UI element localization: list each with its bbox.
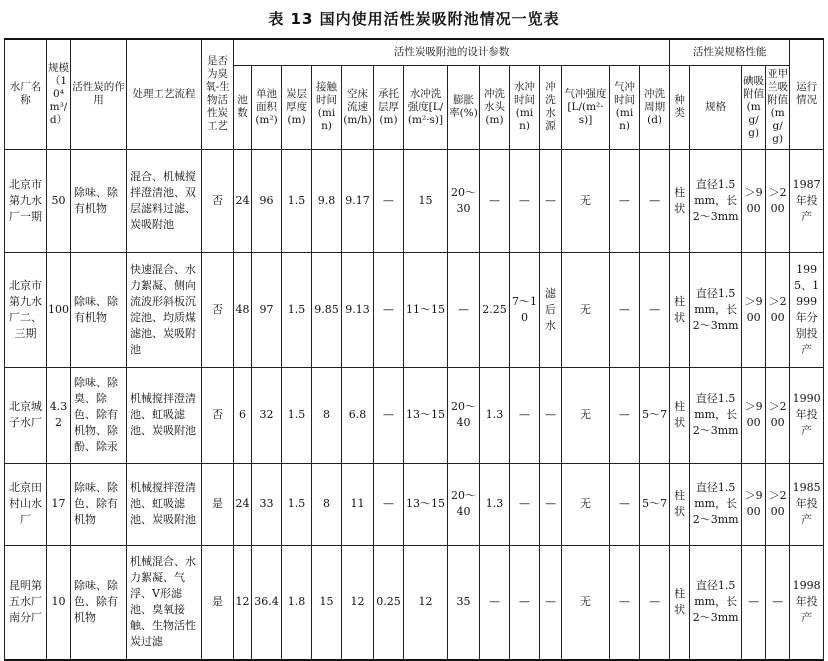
table-cell: 无	[562, 252, 610, 367]
table-cell: —	[540, 367, 562, 463]
table-cell: 1990年投产	[790, 367, 824, 463]
table-cell: 直径1.5mm，长2～3mm	[690, 545, 742, 660]
table-cell: 50	[47, 149, 71, 252]
table-cell: 20～40	[448, 463, 480, 545]
table-row	[5, 367, 824, 463]
header-ozone: 是否为臭氧-生物活性炭工艺	[202, 39, 234, 149]
table-cell: 0.25	[374, 545, 404, 660]
table-cell: 2.25	[480, 252, 510, 367]
table-cell: —	[374, 149, 404, 252]
header-layer-thickness: 炭层厚度(m)	[282, 65, 312, 149]
table-cell: 24	[234, 463, 252, 545]
activated-carbon-table	[4, 38, 824, 661]
table-cell: 无	[562, 545, 610, 660]
header-iodine-value: 碘吸附值(mg/g)	[742, 65, 766, 149]
table-cell: 9.8	[312, 149, 342, 252]
table-cell: 无	[562, 463, 610, 545]
table-cell: 1.5	[282, 149, 312, 252]
table-cell: 15	[312, 545, 342, 660]
header-wash-time: 水冲时间(min)	[510, 65, 540, 149]
table-cell: 除味、除色、除有机物	[71, 463, 127, 545]
table-cell: —	[510, 545, 540, 660]
table-cell: 5～7	[640, 463, 670, 545]
header-process: 处理工艺流程	[127, 39, 202, 149]
header-carbon-spec: 规格	[690, 65, 742, 149]
table-cell: 北京田村山水厂	[5, 463, 47, 545]
table-cell: 13～15	[404, 463, 448, 545]
header-wash-cycle: 冲洗周期(d)	[640, 65, 670, 149]
header-bed-velocity: 空床流速(m/h)	[342, 65, 374, 149]
table-cell: 11	[342, 463, 374, 545]
table-cell: 快速混合、水力絮凝、侧向流波形斜板沉淀池、均质煤滤池、炭吸附池	[127, 252, 202, 367]
table-cell: 11～15	[404, 252, 448, 367]
header-contact-time: 接触时间(min)	[312, 65, 342, 149]
table-cell: 机械搅拌澄清池、虹吸滤池、炭吸附池	[127, 463, 202, 545]
table-cell: 35	[448, 545, 480, 660]
table-cell: 12	[234, 545, 252, 660]
table-cell: —	[640, 252, 670, 367]
header-scale: 规模（10⁴ m³/d）	[47, 39, 71, 149]
table-cell: 36.4	[252, 545, 282, 660]
table-cell: —	[610, 367, 640, 463]
header-support-thickness: 承托层厚(m)	[374, 65, 404, 149]
table-cell: —	[510, 463, 540, 545]
table-cell: —	[374, 252, 404, 367]
table-cell: 直径1.5mm，长2～3mm	[690, 149, 742, 252]
table-cell: 20～30	[448, 149, 480, 252]
table-cell: 否	[202, 149, 234, 252]
table-cell: 100	[47, 252, 71, 367]
table-cell: 柱状	[670, 252, 690, 367]
table-cell: —	[480, 545, 510, 660]
table-cell: 是	[202, 463, 234, 545]
table-cell: —	[742, 545, 766, 660]
table-cell: —	[610, 149, 640, 252]
table-cell: ＞900	[742, 149, 766, 252]
table-cell: ＞200	[766, 463, 790, 545]
table-cell: 无	[562, 149, 610, 252]
table-cell: ＞200	[766, 252, 790, 367]
table-cell: 33	[252, 463, 282, 545]
table-cell: —	[448, 252, 480, 367]
table-cell: 12	[342, 545, 374, 660]
table-cell: —	[610, 463, 640, 545]
table-cell: 48	[234, 252, 252, 367]
table-cell: 1998年投产	[790, 545, 824, 660]
header-design-group: 活性炭吸附池的设计参数	[234, 39, 670, 65]
table-cell: 除味、除色、除有机物	[71, 545, 127, 660]
table-cell: 1.8	[282, 545, 312, 660]
table-cell: —	[640, 545, 670, 660]
table-row	[5, 545, 824, 660]
table-cell: 否	[202, 367, 234, 463]
table-cell: 北京市第九水厂一期	[5, 149, 47, 252]
table-cell: ＞900	[742, 252, 766, 367]
table-cell: 6	[234, 367, 252, 463]
table-cell: 直径1.5mm，长2～3mm	[690, 252, 742, 367]
table-cell: 1.3	[480, 367, 510, 463]
page-title: 表 13 国内使用活性炭吸附池情况一览表	[268, 10, 560, 28]
table-row	[5, 463, 824, 545]
table-cell: 24	[234, 149, 252, 252]
table-cell: 柱状	[670, 149, 690, 252]
table-cell: ＞900	[742, 367, 766, 463]
table-cell: 1985年投产	[790, 463, 824, 545]
table-cell: —	[540, 463, 562, 545]
table-cell: 北京市第九水厂二、三期	[5, 252, 47, 367]
table-cell: —	[510, 367, 540, 463]
table-cell: —	[480, 149, 510, 252]
table-cell: 97	[252, 252, 282, 367]
table-cell: 8	[312, 463, 342, 545]
table-cell: 9.17	[342, 149, 374, 252]
table-cell: 1995、1999年分别投产	[790, 252, 824, 367]
table-cell: 滤后水	[540, 252, 562, 367]
table-cell: 1.5	[282, 252, 312, 367]
table-cell: 9.13	[342, 252, 374, 367]
header-plant: 水厂名称	[5, 39, 47, 149]
header-purpose: 活性炭的作用	[71, 39, 127, 149]
table-cell: 96	[252, 149, 282, 252]
table-cell: 1.5	[282, 367, 312, 463]
table-cell: 机械搅拌澄清池、虹吸滤池、炭吸附池	[127, 367, 202, 463]
table-cell: 9.85	[312, 252, 342, 367]
table-cell: 昆明第五水厂南分厂	[5, 545, 47, 660]
header-pool-count: 池数	[234, 65, 252, 149]
header-wash-head: 冲洗水头(m)	[480, 65, 510, 149]
table-cell: 15	[404, 149, 448, 252]
table-row	[5, 252, 824, 367]
header-methylene-value: 亚甲兰吸附值(mg/g)	[766, 65, 790, 149]
table-cell: 是	[202, 545, 234, 660]
header-air-intensity: 气冲强度[L/(m²·s)]	[562, 65, 610, 149]
table-cell: —	[640, 149, 670, 252]
header-air-time: 气冲时间(min)	[610, 65, 640, 149]
table-cell: —	[510, 149, 540, 252]
header-pool-area: 单池面积(m²)	[252, 65, 282, 149]
table-cell: 8	[312, 367, 342, 463]
header-expansion-rate: 膨胀率(%)	[448, 65, 480, 149]
table-cell: 6.8	[342, 367, 374, 463]
table-cell: —	[374, 367, 404, 463]
table-cell: —	[540, 545, 562, 660]
table-cell: 直径1.5mm，长2～3mm	[690, 367, 742, 463]
table-cell: 10	[47, 545, 71, 660]
table-cell: —	[540, 149, 562, 252]
table-cell: 除味、除有机物	[71, 149, 127, 252]
header-wash-source: 冲洗水源	[540, 65, 562, 149]
table-cell: 除味、除臭、除色、除有机物、除酚、除汞	[71, 367, 127, 463]
table-cell: ＞200	[766, 149, 790, 252]
table-cell: 柱状	[670, 367, 690, 463]
header-run: 运行情况	[790, 39, 824, 149]
table-cell: 1987年投产	[790, 149, 824, 252]
table-cell: 柱状	[670, 545, 690, 660]
table-cell: 否	[202, 252, 234, 367]
header-wash-intensity: 水冲洗强度[L/(m²·s)]	[404, 65, 448, 149]
table-cell: 直径1.5mm，长2～3mm	[690, 463, 742, 545]
header-carbon-type: 种类	[670, 65, 690, 149]
table-cell: ＞200	[766, 367, 790, 463]
table-cell: 5～7	[640, 367, 670, 463]
table-cell: —	[766, 545, 790, 660]
table-cell: 混合、机械搅拌澄清池、双层滤料过滤、炭吸附池	[127, 149, 202, 252]
table-cell: 除味、除有机物	[71, 252, 127, 367]
table-cell: 7～10	[510, 252, 540, 367]
table-cell: 1.5	[282, 463, 312, 545]
table-cell: —	[610, 252, 640, 367]
table-cell: 1.3	[480, 463, 510, 545]
table-cell: —	[374, 463, 404, 545]
table-cell: 32	[252, 367, 282, 463]
table-cell: 17	[47, 463, 71, 545]
table-cell: —	[610, 545, 640, 660]
table-cell: 12	[404, 545, 448, 660]
table-cell: 北京城子水厂	[5, 367, 47, 463]
table-cell: 4.32	[47, 367, 71, 463]
table-cell: 柱状	[670, 463, 690, 545]
table-cell: 无	[562, 367, 610, 463]
table-cell: ＞900	[742, 463, 766, 545]
table-cell: 13～15	[404, 367, 448, 463]
table-row	[5, 149, 824, 252]
table-cell: 机械混合、水力絮凝、气浮、V形滤池、臭氧接触、生物活性炭过滤	[127, 545, 202, 660]
header-spec-group: 活性炭规格性能	[670, 39, 790, 65]
table-cell: 20～40	[448, 367, 480, 463]
